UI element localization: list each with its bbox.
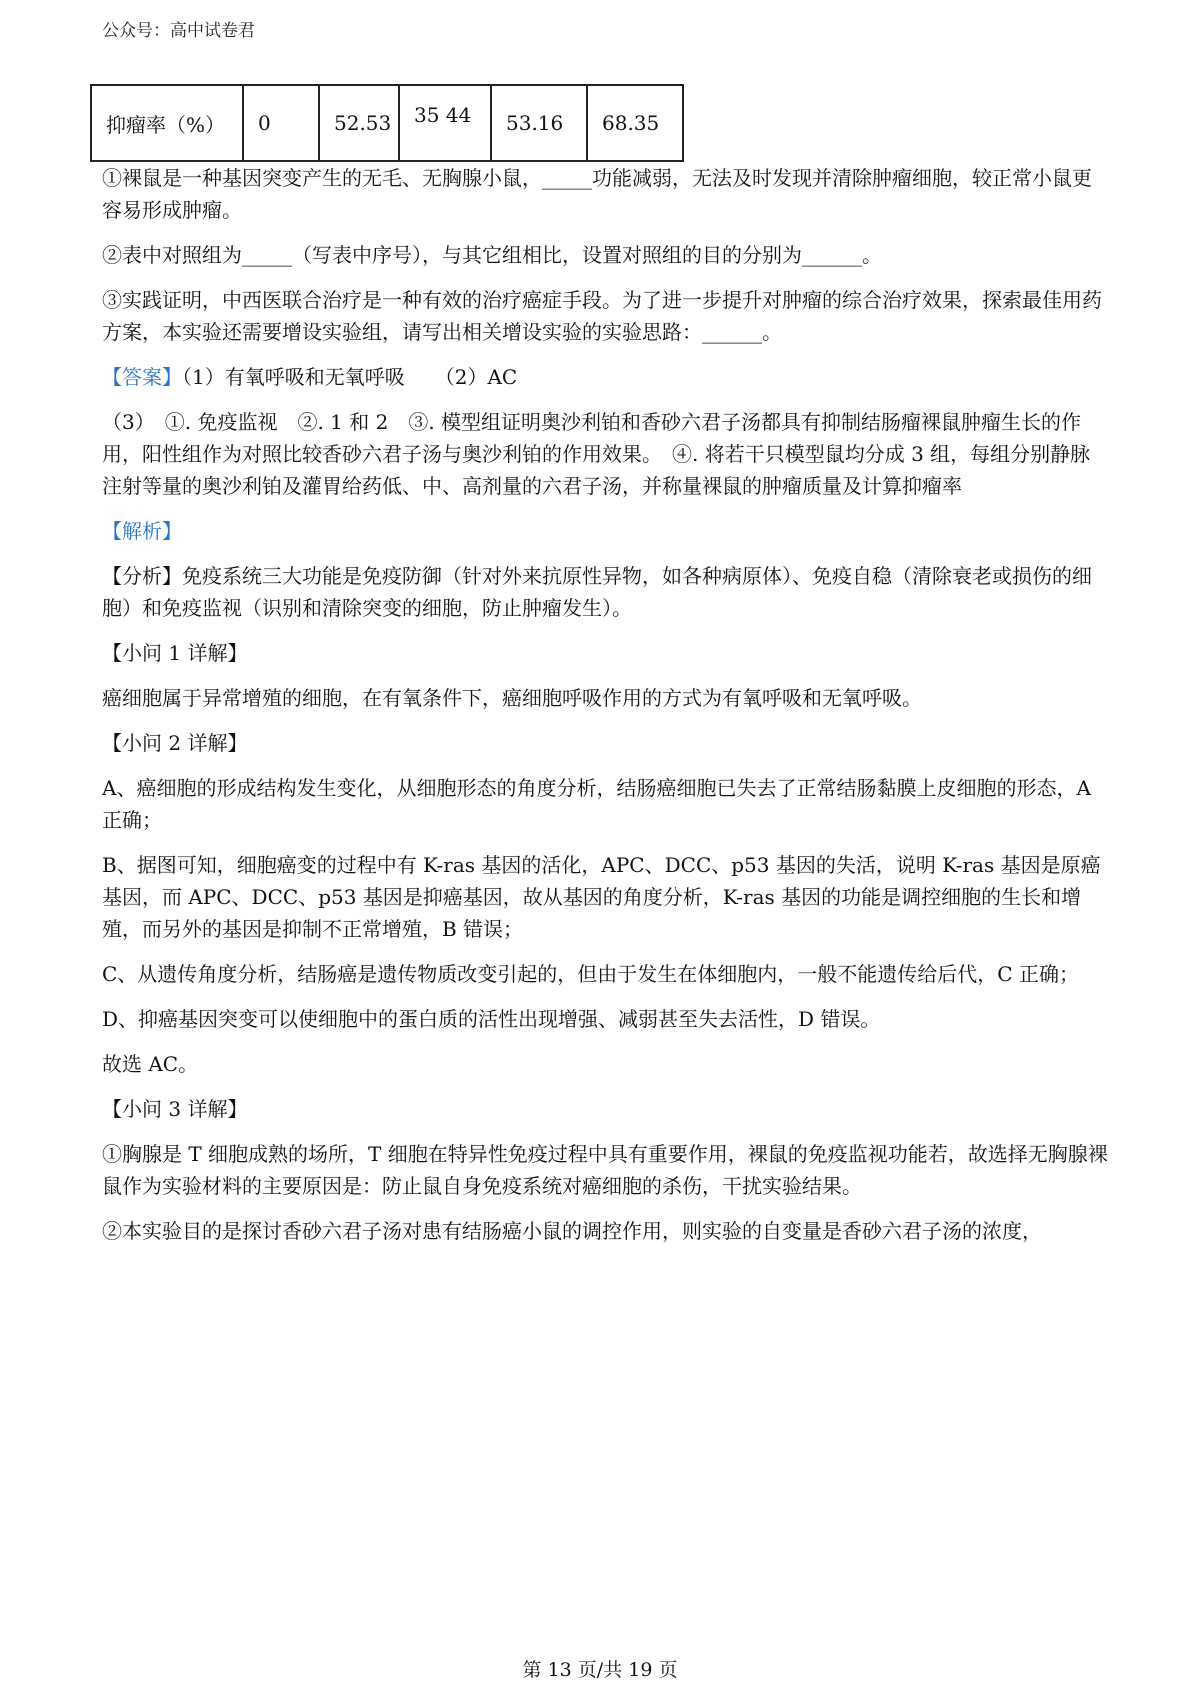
subquestion-3-part-1: ①胸腺是 T 细胞成熟的场所，T 细胞在特异性免疫过程中具有重要作用，裸鼠的免疫监视功能若，故选择无胸腺裸鼠作为实验材料的主要原因是：防止鼠自身免疫系统对癌细胞的杀伤，干扰实验结果。	[102, 1142, 1108, 1198]
table-cell: 53.16	[491, 85, 587, 161]
option-d-explanation: D、抑癌基因突变可以使细胞中的蛋白质的活性出现增强、减弱甚至失去活性，D 错误。	[102, 1007, 881, 1031]
answer-text: （1）有氧呼吸和无氧呼吸 （2）AC	[182, 365, 518, 389]
table-cell-label: 抑瘤率（%）	[91, 85, 243, 161]
table-cell: 52.53	[319, 85, 399, 161]
answer-line	[102, 361, 1110, 393]
question-item: ②表中对照组为_____（写表中序号），与其它组相比，设置对照组的目的分别为______。	[102, 243, 882, 267]
answer-tag: 【答案】	[102, 365, 182, 389]
subquestion-3-title: 【小问 3 详解】	[102, 1097, 248, 1121]
table-cell: 68.35	[587, 85, 683, 161]
inhibition-rate-table	[90, 84, 684, 162]
page-footer: 第 13 页/共 19 页	[522, 1659, 678, 1681]
subquestion-3-part-2: ②本实验目的是探讨香砂六君子汤对患有结肠癌小鼠的调控作用，则实验的自变量是香砂六君子汤的浓度，	[102, 1219, 1042, 1243]
subquestion-2-conclusion: 故选 AC。	[102, 1052, 199, 1076]
table-cell	[399, 85, 491, 161]
table-cell: 0	[243, 85, 319, 161]
option-c-explanation: C、从遗传角度分析，结肠癌是遗传物质改变引起的，但由于发生在体细胞内，一般不能遗传给后代，C 正确；	[102, 962, 1079, 986]
subquestion-1-text: 癌细胞属于异常增殖的细胞，在有氧条件下，癌细胞呼吸作用的方式为有氧呼吸和无氧呼吸。	[102, 686, 922, 710]
subquestion-1-title: 【小问 1 详解】	[102, 641, 248, 665]
question-item: ①裸鼠是一种基因突变产生的无毛、无胸腺小鼠，_____功能减弱，无法及时发现并清除肿瘤细胞，较正常小鼠更容易形成肿瘤。	[102, 166, 1092, 222]
document-body	[102, 162, 1110, 1260]
table-row	[91, 85, 683, 161]
answer-detail: （3） ①. 免疫监视 ②. 1 和 2 ③. 模型组证明奥沙利铂和香砂六君子汤都具有抑制结肠瘤裸鼠肿瘤生长的作用，阳性组作为对照比较香砂六君子汤与奥沙利铂的作用效果。 ④. 将若干只模型鼠均分成 3 组，每组分别静脉注射等量的奥沙利铂及灌胃给药低、中、高剂量的六君子汤，并称量裸鼠的肿瘤质量及计算抑瘤率	[102, 410, 1091, 498]
question-item: ③实践证明，中西医联合治疗是一种有效的治疗癌症手段。为了进一步提升对肿瘤的综合治疗效果，探索最佳用药方案，本实验还需要增设实验组，请写出相关增设实验的实验思路：______。	[102, 288, 1102, 344]
subquestion-2-title: 【小问 2 详解】	[102, 731, 248, 755]
table-cell-value: 35 44	[414, 103, 472, 127]
option-a-explanation: A、癌细胞的形成结构发生变化，从细胞形态的角度分析，结肠癌细胞已失去了正常结肠黏膜上皮细胞的形态，A 正确；	[102, 776, 1091, 832]
page-header: 公众号：高中试卷君	[102, 21, 255, 41]
analysis-heading: 【解析】	[102, 519, 182, 543]
option-b-explanation: B、据图可知，细胞癌变的过程中有 K-ras 基因的活化，APC、DCC、p53 基因的失活，说明 K-ras 基因是原癌基因，而 APC、DCC、p53 基因是抑癌基因，故从基因的角度分析，K-ras 基因的功能是调控细胞的生长和增殖，而另外的基因是抑制不正常增殖，B 错误；	[102, 853, 1101, 941]
analysis-text: 【分析】免疫系统三大功能是免疫防御（针对外来抗原性异物，如各种病原体）、免疫自稳（清除衰老或损伤的细胞）和免疫监视（识别和清除突变的细胞，防止肿瘤发生）。	[102, 564, 1092, 620]
